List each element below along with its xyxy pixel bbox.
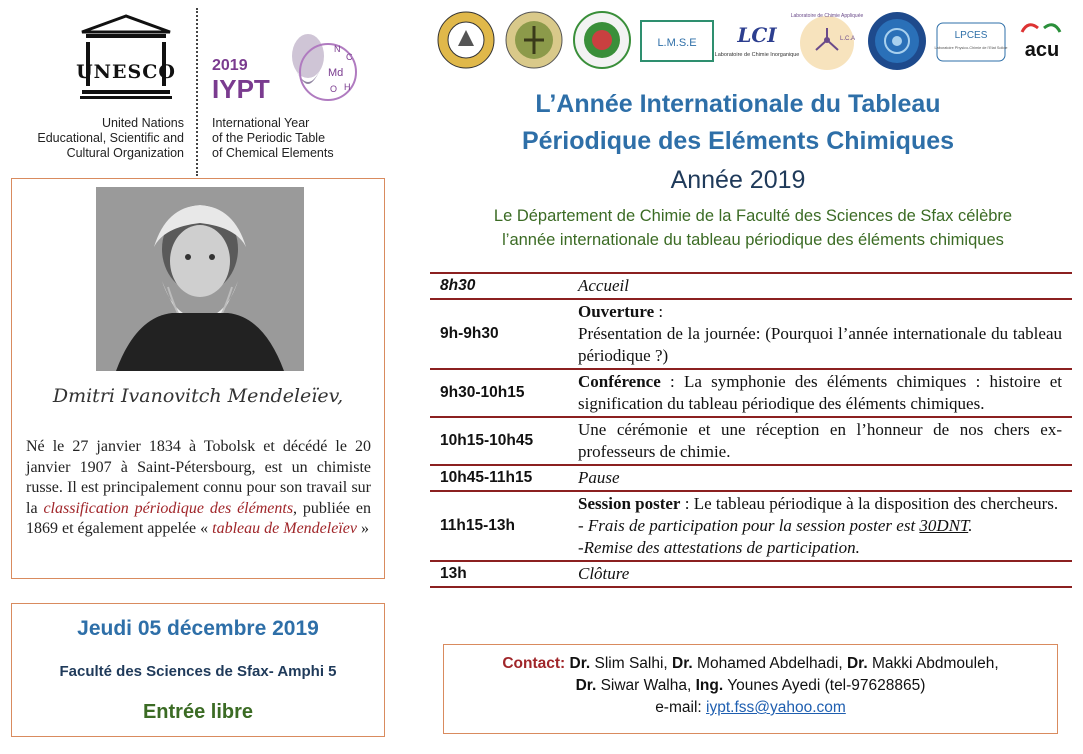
subtitle: Le Département de Chimie de la Faculté des Sciences de Sfax célèbre l’année internationale du tableau périodique des éléments chimiques — [493, 207, 1013, 249]
program-table — [430, 272, 1072, 588]
program-row — [430, 464, 1072, 490]
event-entry: Entrée libre — [142, 701, 254, 723]
mendeleev-card — [11, 178, 385, 579]
partner-logo-lci — [714, 16, 800, 68]
iypt-logo — [210, 26, 360, 110]
partner-logo-lab-3 — [572, 10, 632, 70]
svg-text:O: O — [330, 84, 338, 94]
mendeleev-portrait — [96, 187, 304, 371]
header-divider — [196, 8, 198, 176]
program-time: 10h15-10h45 — [440, 432, 534, 449]
contact-email-link[interactable]: iypt.fss@yahoo.com — [706, 699, 846, 716]
svg-text:LPCES: LPCES — [954, 30, 988, 41]
svg-text:Laboratoire de Chimie Inorgani: Laboratoire de Chimie Inorganique — [714, 52, 800, 58]
program-time: 8h30 — [440, 277, 476, 294]
svg-text:Laboratoire Physico-Chimie de: Laboratoire Physico-Chimie de l'Etat Solide — [934, 46, 1008, 50]
svg-text:N: N — [334, 44, 341, 54]
year-title: Année 2019 — [670, 166, 806, 194]
unesco-caption: United Nations Educational, Scientific and Cultural Organization — [37, 116, 184, 160]
program-desc: Pause — [578, 468, 620, 487]
program-desc: Ouverture : Présentation de la journée: (Pourquoi l’année internationale du tableau périodique ?) — [578, 302, 1062, 365]
program-time: 9h30-10h15 — [440, 384, 525, 401]
unesco-logo — [76, 14, 176, 100]
program-row — [430, 368, 1072, 416]
program-desc: Session poster : Le tableau périodique à la disposition des chercheurs. - Frais de participation pour la session poster est 30DNT. -Remise des attestations de participation. — [578, 494, 1059, 557]
event-venue: Faculté des Sciences de Sfax- Amphi 5 — [59, 663, 337, 680]
partner-logo-faculty — [504, 10, 564, 70]
svg-text:LCI: LCI — [737, 23, 777, 47]
partner-logo-lmse — [640, 20, 714, 62]
mendeleev-signature: Dmitri Ivanovitch Mendeleïev, — [52, 385, 344, 407]
program-time: 10h45-11h15 — [440, 469, 533, 486]
iypt-caption: International Year of the Periodic Table of Chemical Elements — [212, 116, 334, 160]
program-time: 9h-9h30 — [440, 325, 499, 342]
mendeleev-bio: Né le 27 janvier 1834 à Tobolsk et décédé le 20 janvier 1907 à Saint-Pétersbourg, est un chimiste russe. Il est principalement connu pour son travail sur la classification périodique des éléments, publiée en 1869 et également appelée « tableau de Mendeleïev » — [26, 438, 372, 537]
poster-fee-amount: 30DNT — [919, 516, 969, 535]
svg-text:Laboratoire de Chimie Appliqué: Laboratoire de Chimie Appliquée — [790, 13, 864, 19]
partner-logos — [436, 10, 1076, 74]
program-row — [430, 490, 1072, 560]
svg-text:L.M.S.E: L.M.S.E — [657, 37, 697, 49]
program-time: 13h — [440, 565, 467, 582]
program-desc: Conférence : La symphonie des éléments chimiques : histoire et signification du tableau périodique des éléments chimiques. — [578, 372, 1062, 413]
program-row — [430, 272, 1072, 298]
main-title: L’Année Internationale du Tableau Périodique des Eléments Chimiques — [521, 90, 955, 155]
program-desc: Une cérémonie et une réception en l’honneur de nos chers ex-professeurs de chimie. — [578, 420, 1062, 461]
partner-logo-acu — [1014, 18, 1070, 64]
program-row — [430, 560, 1072, 588]
partner-logo-lab-7 — [866, 10, 928, 72]
svg-text:L.C.A: L.C.A — [840, 36, 856, 42]
program-time: 11h15-13h — [440, 517, 515, 534]
program-desc: Clôture — [578, 564, 630, 583]
partner-logo-lca — [790, 10, 864, 72]
contact-box: Contact: Dr. Slim Salhi, Dr. Mohamed Abdelhadi, Dr. Makki Abdmouleh, Dr. Siwar Walha, Ing. Younes Ayedi (tel-97628865) e-mail: iypt.fss@yahoo.com — [443, 644, 1058, 734]
svg-text:acu: acu — [1024, 39, 1060, 61]
event-date: Jeudi 05 décembre 2019 — [77, 617, 319, 640]
svg-text:H: H — [344, 82, 351, 92]
program-desc: Accueil — [578, 276, 629, 295]
contact-label: Contact: — [502, 655, 566, 672]
program-row — [430, 416, 1072, 464]
iypt-year: 2019 — [212, 57, 248, 74]
unesco-logo-text: UNESCO — [76, 61, 176, 83]
svg-text:Md: Md — [328, 67, 344, 79]
partner-logo-lpces — [936, 22, 1006, 62]
partner-logo-sfax-university — [436, 10, 496, 70]
event-card — [11, 603, 385, 737]
bio-highlight-tableau: tableau de Mendeleïev — [212, 520, 357, 537]
bio-highlight-classification: classification périodique des éléments — [43, 499, 294, 517]
program-row — [430, 298, 1072, 368]
iypt-acronym: IYPT — [212, 74, 270, 104]
svg-text:C: C — [346, 52, 353, 62]
